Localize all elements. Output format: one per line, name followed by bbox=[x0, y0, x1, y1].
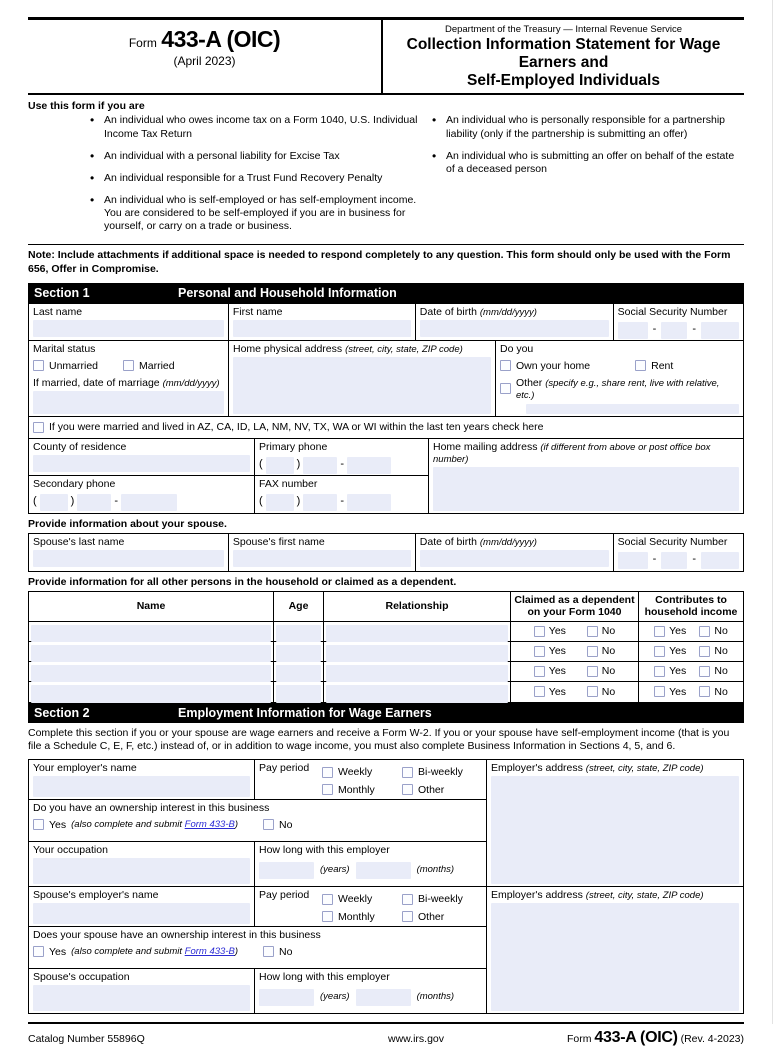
household-col-name: Name bbox=[29, 592, 274, 621]
footer-form-number: 433-A (OIC) bbox=[594, 1028, 678, 1046]
fax-label: FAX number bbox=[259, 477, 318, 490]
ssn-label: Social Security Number bbox=[617, 305, 728, 318]
your-employer-input[interactable] bbox=[33, 776, 250, 797]
primary-phone-prefix-input[interactable] bbox=[303, 457, 337, 474]
spouse-employment-block bbox=[29, 887, 743, 1013]
eligibility-bullets-right bbox=[418, 114, 744, 242]
home-address-cell bbox=[229, 341, 496, 416]
contributes-yes-checkbox[interactable] bbox=[654, 686, 665, 697]
spouse-howlong-cell bbox=[255, 969, 486, 1013]
household-name-input[interactable] bbox=[31, 625, 271, 642]
pay-weekly-checkbox[interactable] bbox=[322, 767, 333, 778]
section2-title: Employment Information for Wage Earners bbox=[178, 705, 432, 720]
first-name-input[interactable] bbox=[233, 320, 411, 337]
employment-table bbox=[28, 759, 744, 1014]
spouse-pay-period-cell: Pay period Weekly Bi-weekly Monthly Other bbox=[259, 888, 463, 923]
form-title-line1: Collection Information Statement for Wage Earners and bbox=[406, 36, 721, 71]
agency-line: Department of the Treasury — Internal Revenue Service bbox=[444, 24, 683, 35]
your-occupation-label: Your occupation bbox=[33, 843, 108, 856]
own-home-label: Own your home bbox=[516, 359, 591, 372]
dob-hint: (mm/dd/yyyy) bbox=[479, 306, 537, 318]
contributes-no-checkbox[interactable] bbox=[699, 646, 710, 657]
section1-header-bar bbox=[28, 283, 744, 303]
community-property-label: If you were married and lived in AZ, CA, ID, LA, NM, NV, TX, WA or WI within the last ten years check here bbox=[49, 421, 544, 434]
household-col-contributes: Contributes to household income bbox=[644, 594, 738, 619]
dependent-yes-checkbox[interactable] bbox=[534, 686, 545, 697]
community-property-row bbox=[29, 417, 743, 439]
spouse-howlong-months-input[interactable] bbox=[356, 989, 411, 1006]
other-housing-input[interactable] bbox=[526, 404, 739, 414]
your-employer-cell bbox=[29, 760, 255, 799]
rent-checkbox[interactable] bbox=[635, 360, 646, 371]
household-relationship-input[interactable] bbox=[326, 685, 508, 703]
primary-phone-label: Primary phone bbox=[259, 440, 328, 453]
spouse-first-name-label: Spouse's first name bbox=[232, 535, 325, 548]
ownership-yes-label: Yes bbox=[49, 818, 67, 831]
form-title bbox=[389, 36, 738, 89]
dependent-yes-checkbox[interactable] bbox=[534, 646, 545, 657]
name-row bbox=[29, 304, 743, 341]
section1-label: Section 1 bbox=[34, 285, 90, 300]
footer-form-word: Form bbox=[567, 1032, 592, 1045]
fax-inputs: ( ) - bbox=[259, 492, 424, 511]
household-age-input[interactable] bbox=[276, 645, 321, 662]
your-employer-label: Your employer's name bbox=[33, 761, 137, 774]
spouse-dob-label: Date of birth (mm/dd/yyyy) bbox=[419, 535, 537, 548]
your-occupation-input[interactable] bbox=[33, 858, 250, 884]
pay-period-label: Pay period bbox=[259, 888, 310, 901]
married-checkbox[interactable] bbox=[123, 360, 134, 371]
your-employer-address-cell bbox=[486, 760, 743, 886]
your-ownership-question: Do you have an ownership interest in this business bbox=[33, 801, 270, 814]
unmarried-label: Unmarried bbox=[49, 359, 99, 372]
spouse-employer-input[interactable] bbox=[33, 903, 250, 924]
household-table bbox=[28, 591, 744, 703]
mailing-address-cell bbox=[428, 439, 743, 513]
dependent-yes-checkbox[interactable] bbox=[534, 666, 545, 677]
use-this-form-heading: Use this form if you are bbox=[28, 100, 145, 113]
form-title-line2: Self-Employed Individuals bbox=[467, 71, 660, 89]
spouse-ownership-yes-hint: (also complete and submit Form 433-B) bbox=[71, 946, 238, 958]
howlong-label: How long with this employer bbox=[259, 843, 390, 856]
form-revision-date: (April 2023) bbox=[173, 54, 236, 68]
employer-address-label: Employer's address (street, city, state, ZIP code) bbox=[491, 761, 704, 774]
household-col-age: Age bbox=[274, 592, 324, 621]
personal-info-table bbox=[28, 303, 744, 514]
spouse-info-table bbox=[28, 533, 744, 572]
spouse-last-name-label: Spouse's last name bbox=[33, 535, 125, 548]
contributes-no-checkbox[interactable] bbox=[699, 666, 710, 677]
spouse-ssn-input-2[interactable] bbox=[661, 552, 687, 569]
ssn-dash: - bbox=[692, 323, 696, 336]
first-name-cell bbox=[229, 304, 416, 340]
first-name-label: First name bbox=[232, 305, 283, 318]
ssn-cell bbox=[614, 304, 743, 340]
spouse-employer-cell bbox=[29, 887, 255, 926]
fax-line-input[interactable] bbox=[347, 494, 391, 511]
eligibility-bullets bbox=[28, 114, 744, 242]
dependent-yes-checkbox[interactable] bbox=[534, 626, 545, 637]
spouse-last-name-cell bbox=[29, 534, 229, 571]
spouse-pay-weekly-checkbox[interactable] bbox=[322, 894, 333, 905]
ssn-dash: - bbox=[652, 323, 657, 336]
spouse-employer-address-input[interactable] bbox=[491, 903, 739, 1011]
dob-label: Date of birth (mm/dd/yyyy) bbox=[419, 305, 537, 318]
years-hint: (years) bbox=[320, 863, 350, 875]
marriage-date-label: If married, date of marriage (mm/dd/yyyy) bbox=[33, 376, 220, 389]
ssn-input-3[interactable] bbox=[701, 322, 739, 339]
fax-prefix-input[interactable] bbox=[303, 494, 337, 511]
your-howlong-cell bbox=[255, 842, 486, 886]
household-header-row bbox=[29, 592, 743, 622]
pay-other-checkbox[interactable] bbox=[402, 784, 413, 795]
dependent-no-checkbox[interactable] bbox=[587, 626, 598, 637]
spouse-ownership-question: Does your spouse have an ownership interest in this business bbox=[33, 928, 321, 941]
household-row-4: Yes No Yes No bbox=[29, 682, 743, 702]
spouse-ownership-yes-label: Yes bbox=[49, 945, 67, 958]
spouse-pay-monthly-checkbox[interactable] bbox=[322, 911, 333, 922]
ownership-no-checkbox[interactable] bbox=[263, 819, 274, 830]
spouse-occupation-input[interactable] bbox=[33, 985, 250, 1011]
spouse-ownership-no-checkbox[interactable] bbox=[263, 946, 274, 957]
household-name-input[interactable] bbox=[31, 645, 271, 662]
spouse-pay-biweekly-checkbox[interactable] bbox=[402, 894, 413, 905]
rent-label: Rent bbox=[651, 359, 674, 372]
marital-status-label: Marital status bbox=[33, 342, 96, 355]
spouse-howlong-years-input[interactable] bbox=[259, 989, 314, 1006]
your-ownership-row bbox=[29, 800, 486, 842]
spouse-last-name-input[interactable] bbox=[33, 550, 224, 567]
marital-row bbox=[29, 341, 743, 417]
pay-biweekly-checkbox[interactable] bbox=[402, 767, 413, 778]
years-hint: (years) bbox=[320, 990, 350, 1002]
fax-area-input[interactable] bbox=[266, 494, 294, 511]
spouse-ownership-row bbox=[29, 927, 486, 969]
other-housing-checkbox[interactable] bbox=[500, 383, 511, 394]
primary-phone-area-input[interactable] bbox=[266, 457, 294, 474]
household-age-input[interactable] bbox=[276, 665, 321, 682]
contributes-no-checkbox[interactable] bbox=[699, 626, 710, 637]
contact-rows bbox=[29, 439, 743, 513]
bullet-item: • An individual who is submitting an offer on behalf of the estate of a deceased person bbox=[432, 150, 744, 176]
secondary-phone-label: Secondary phone bbox=[33, 477, 116, 490]
contributes-yes-checkbox[interactable] bbox=[654, 626, 665, 637]
household-age-input[interactable] bbox=[276, 625, 321, 642]
last-name-label: Last name bbox=[33, 305, 83, 318]
contributes-yes-checkbox[interactable] bbox=[654, 646, 665, 657]
form-number: 433-A (OIC) bbox=[161, 26, 281, 52]
ownership-yes-hint: (also complete and submit Form 433-B) bbox=[71, 819, 238, 831]
household-relationship-input[interactable] bbox=[326, 665, 508, 682]
spouse-ownership-yes-checkbox[interactable] bbox=[33, 946, 44, 957]
dependent-no-checkbox[interactable] bbox=[587, 686, 598, 697]
fax-cell bbox=[255, 476, 428, 513]
primary-phone-line-input[interactable] bbox=[347, 457, 391, 474]
spouse-occupation-cell bbox=[29, 969, 255, 1013]
county-label: County of residence bbox=[33, 440, 127, 453]
ownership-yes-checkbox[interactable] bbox=[33, 819, 44, 830]
catalog-number: Catalog Number 55896Q bbox=[28, 1032, 145, 1045]
do-you-cell bbox=[496, 341, 743, 416]
household-col-dependent: Claimed as a dependent on your Form 1040 bbox=[511, 592, 639, 621]
secondary-phone-inputs: ( ) - bbox=[33, 492, 250, 511]
community-property-checkbox[interactable] bbox=[33, 422, 44, 433]
your-employer-address-input[interactable] bbox=[491, 776, 739, 884]
ssn-input-2[interactable] bbox=[661, 322, 687, 339]
secondary-phone-area-input[interactable] bbox=[40, 494, 68, 511]
bullet-item: • An individual with a personal liability for Excise Tax bbox=[90, 150, 418, 163]
home-address-input[interactable] bbox=[233, 357, 491, 414]
primary-phone-inputs: ( ) - bbox=[259, 455, 424, 474]
spouse-employer-label: Spouse's employer's name bbox=[33, 888, 159, 901]
household-relationship-input[interactable] bbox=[326, 625, 508, 642]
spouse-ssn-inputs: - - bbox=[618, 550, 739, 569]
household-row-2: Yes No Yes No bbox=[29, 642, 743, 662]
last-name-cell bbox=[29, 304, 229, 340]
spouse-pay-other-checkbox[interactable] bbox=[402, 911, 413, 922]
ssn-input-1[interactable] bbox=[618, 322, 648, 339]
employer-address-label: Employer's address (street, city, state, ZIP code) bbox=[491, 888, 704, 901]
county-input[interactable] bbox=[33, 455, 250, 472]
marriage-date-input[interactable] bbox=[33, 391, 224, 414]
section2-label: Section 2 bbox=[34, 705, 90, 720]
contributes-yes-checkbox[interactable] bbox=[654, 666, 665, 677]
household-name-input[interactable] bbox=[31, 665, 271, 682]
your-pay-period-cell: Pay period Weekly Bi-weekly Monthly Other bbox=[259, 761, 463, 796]
divider-rule bbox=[28, 244, 744, 245]
attachments-note: Note: Include attachments if additional space is needed to respond completely to any question. This form should only be used with the Form 656, Offer in Compromise. bbox=[28, 249, 731, 275]
spouse-first-name-cell bbox=[229, 534, 416, 571]
eligibility-bullets-left bbox=[28, 114, 418, 242]
spouse-employer-address-cell bbox=[486, 887, 743, 1013]
household-col-relationship: Relationship bbox=[324, 592, 511, 621]
primary-phone-cell bbox=[255, 439, 428, 475]
form-word: Form bbox=[128, 36, 157, 50]
footer-revision: (Rev. 4-2023) bbox=[680, 1032, 744, 1045]
howlong-months-input[interactable] bbox=[356, 862, 411, 879]
contact-left bbox=[29, 439, 428, 513]
county-cell bbox=[29, 439, 255, 475]
household-relationship-input[interactable] bbox=[326, 645, 508, 662]
household-name-input[interactable] bbox=[31, 685, 271, 703]
page-footer bbox=[28, 1029, 744, 1047]
unmarried-checkbox[interactable] bbox=[33, 360, 44, 371]
dob-input[interactable] bbox=[420, 320, 609, 337]
last-name-input[interactable] bbox=[33, 320, 224, 337]
months-hint: (months) bbox=[416, 863, 455, 875]
other-housing-label: Other (specify e.g., share rent, live with relative, etc.) bbox=[516, 376, 720, 401]
spouse-ssn-input-1[interactable] bbox=[618, 552, 648, 569]
howlong-label: How long with this employer bbox=[259, 970, 390, 983]
footer-rule bbox=[28, 1022, 744, 1024]
your-occupation-cell bbox=[29, 842, 255, 886]
own-home-checkbox[interactable] bbox=[500, 360, 511, 371]
bullet-item: • An individual who is self-employed or has self-employment income. You are considered to be self-employed if you are in business for yourself, or carry on a trade or business. bbox=[90, 194, 418, 233]
spouse-dob-input[interactable] bbox=[420, 550, 609, 567]
spouse-first-name-input[interactable] bbox=[233, 550, 411, 567]
pay-period-label: Pay period bbox=[259, 761, 310, 774]
form-433b-link[interactable]: Form 433-B bbox=[184, 819, 235, 831]
spouse-occupation-label: Spouse's occupation bbox=[33, 970, 130, 983]
form-header bbox=[28, 17, 744, 95]
bullet-item: • An individual who owes income tax on a Form 1040, U.S. Individual Income Tax Return bbox=[90, 114, 418, 140]
mailing-address-input[interactable] bbox=[433, 467, 739, 511]
ssn-inputs bbox=[618, 320, 739, 339]
ownership-no-label: No bbox=[279, 818, 293, 831]
home-address-label: Home physical address (street, city, state, ZIP code) bbox=[233, 342, 463, 355]
section2-header-bar bbox=[28, 703, 744, 723]
your-employment-block bbox=[29, 760, 743, 887]
form-433b-link[interactable]: Form 433-B bbox=[184, 946, 235, 958]
household-row-3: Yes No Yes No bbox=[29, 662, 743, 682]
irs-website: www.irs.gov bbox=[387, 1032, 444, 1045]
form-title-block bbox=[383, 20, 744, 93]
do-you-label: Do you bbox=[500, 342, 534, 355]
bullet-item: • An individual responsible for a Trust Fund Recovery Penalty bbox=[90, 172, 418, 185]
spouse-dob-cell bbox=[416, 534, 614, 571]
spouse-ssn-cell bbox=[614, 534, 743, 571]
household-heading: Provide information for all other persons in the household or claimed as a dependent. bbox=[28, 575, 457, 588]
howlong-years-input[interactable] bbox=[259, 862, 314, 879]
section2-intro: Complete this section if you or your spouse are wage earners and receive a Form W-2. If you or your spouse have self-employment income (that is you file a Schedule C, E, F, etc.) instead of, or in addition to wage income, you must also complete Business Information in Sections 4, 5, and 6. bbox=[28, 726, 730, 753]
household-row-1: Yes No Yes No bbox=[29, 622, 743, 642]
mailing-address-label: Home mailing address (if different from above or post office box number) bbox=[433, 440, 711, 465]
secondary-phone-cell bbox=[29, 476, 255, 513]
dependent-no-checkbox[interactable] bbox=[587, 666, 598, 677]
marital-status-cell bbox=[29, 341, 229, 416]
contributes-no-checkbox[interactable] bbox=[699, 686, 710, 697]
months-hint: (months) bbox=[416, 990, 455, 1002]
spouse-heading: Provide information about your spouse. bbox=[28, 517, 227, 530]
bullet-item: • An individual who is personally responsible for a partnership liability (only if the partnership is submitting an offer) bbox=[432, 114, 744, 140]
spouse-ssn-input-3[interactable] bbox=[701, 552, 739, 569]
dependent-no-checkbox[interactable] bbox=[587, 646, 598, 657]
footer-form-id bbox=[504, 1029, 744, 1047]
household-age-input[interactable] bbox=[276, 685, 321, 703]
section1-title: Personal and Household Information bbox=[178, 285, 397, 300]
dob-cell bbox=[416, 304, 614, 340]
spouse-ownership-no-label: No bbox=[279, 945, 293, 958]
married-label: Married bbox=[139, 359, 175, 372]
form-number-block bbox=[28, 20, 383, 93]
secondary-phone-line-input[interactable] bbox=[121, 494, 177, 511]
pay-monthly-checkbox[interactable] bbox=[322, 784, 333, 795]
secondary-phone-prefix-input[interactable] bbox=[77, 494, 111, 511]
spouse-ssn-label: Social Security Number bbox=[617, 535, 728, 548]
